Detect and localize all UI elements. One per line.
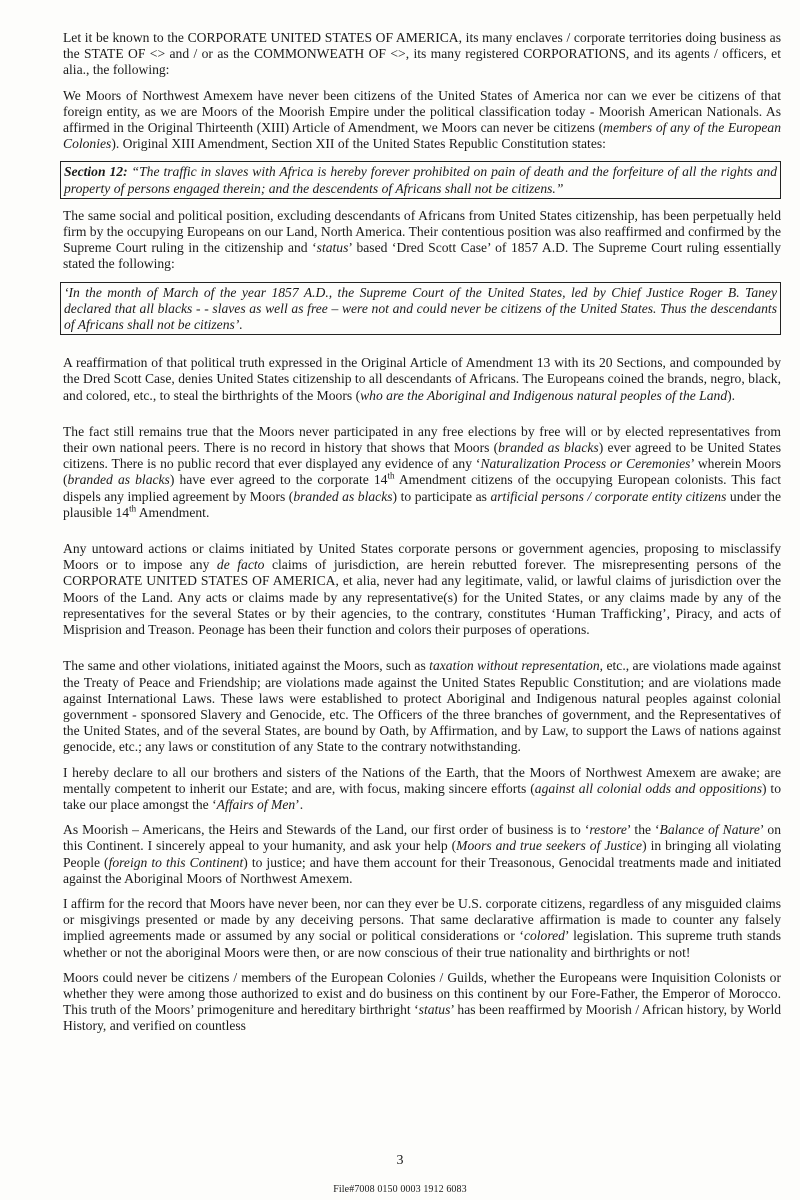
text: claims of jurisdiction, are herein rebutted forever. The misrepresenting persons of the CORPORATE UNITED STATES OF AMERICA, et alia, never had any legitimate, valid, or lawful claims of jurisdiction over the Moors of the Land. Any acts or claims made by any representative(s) for the United States, or any claims made by any of the representatives for the several States or by their agencies, to the contrary, constitutes ‘Human Trafficking’, Piracy, and acts of Misprision and Treason. Peonage has been their function and colors their purposes of operations. xyxy=(63,557,781,638)
text: ’ legislation. This supreme truth stands whether or not the aboriginal Moors were then, or are now conscious of their true nationality and birthrights or not! xyxy=(63,928,781,960)
text: We Moors of Northwest Amexem have never been citizens of the United States of America nor can we ever be citizens of that foreign entity, as we are Moors of the Moorish Empire under the political classification today - Moorish American Nationals. As affirmed in the Original Thirteenth (XIII) Article of Amendment, we Moors can never be citizens ( xyxy=(63,87,781,136)
paragraph-european-colonies xyxy=(63,970,781,1035)
emphasis: members of any of the European Colonies xyxy=(63,120,781,152)
text: The same and other violations, initiated against the Moors, such as xyxy=(63,658,430,674)
paragraph-elections xyxy=(63,424,781,521)
paragraph-reaffirmation xyxy=(63,355,781,404)
quote-text: ‘In the month of March of the year 1857 A.D., the Supreme Court of the United States, led by Chief Justice Roger B. Taney declared that all blacks - - slaves as well as free – were not and could never be citizens of the United States. Thus the descendants of Africans shall not be citizens’. xyxy=(64,284,777,333)
text: Let it be known to the CORPORATE UNITED STATES OF AMERICA, its many enclaves / corporate territories doing business as the STATE OF <> and / or as the COMMONWEATH OF <>, its many registered CORPORATIONS, and its agents / officers, et alia., the following: xyxy=(63,30,781,78)
paragraph-untoward-actions xyxy=(63,541,781,638)
paragraph-declaration xyxy=(63,765,781,814)
emphasis: de facto xyxy=(216,557,265,573)
text: ). xyxy=(727,387,736,403)
text: ’ based ‘Dred Scott Case’ of 1857 A.D. The Supreme Court ruling essentially stated the following: xyxy=(63,240,781,272)
quote-text: “The traffic in slaves with Africa is hereby forever prohibited on pain of death and the forfeiture of all the rights and property of persons engaged therein; and the descendents of Africans shall not be citizens.” xyxy=(64,164,777,196)
text: ) to participate as xyxy=(392,488,491,504)
text: ) in bringing all violating People ( xyxy=(63,838,781,870)
text: ) ever agreed to be United States citizens. There is no public record that ever displayed any evidence of any ‘ xyxy=(63,440,782,472)
paragraph-moors-citizenship xyxy=(63,88,781,153)
page-number: 3 xyxy=(396,1153,404,1168)
emphasis: who are the Aboriginal and Indigenous natural peoples of the Land xyxy=(360,387,728,403)
emphasis: against all colonial odds and oppositions xyxy=(534,780,762,796)
paragraph-violations xyxy=(63,658,781,755)
text: ). Original XIII Amendment, Section XII of the United States Republic Constitution states: xyxy=(111,136,606,152)
text: The same social and political position, excluding descendants of Africans from United States citizenship, has been perpetually held firm by the occupying Europeans on our Land, North America. Their contentious position was also reaffirmed and confirmed by the Supreme Court ruling in the citizenship and ‘ xyxy=(63,207,781,256)
emphasis: restore xyxy=(589,822,627,838)
emphasis: Affairs of Men xyxy=(216,796,296,812)
paragraph-dred-scott xyxy=(63,208,781,273)
superscript: th xyxy=(387,470,395,481)
paragraph-heirs-stewards xyxy=(63,822,781,887)
emphasis: artificial persons / corporate entity citizens xyxy=(490,488,727,504)
emphasis: status xyxy=(316,240,349,256)
text: As Moorish – Americans, the Heirs and Stewards of the Land, our first order of business is to ‘ xyxy=(63,822,590,838)
file-number: File#7008 0150 0003 1912 6083 xyxy=(333,1184,467,1195)
quote-section-12 xyxy=(60,161,781,198)
text: ) have ever agreed to the corporate 14 xyxy=(169,472,388,488)
text: ’ on this Continent. I sincerely appeal to your humanity, and ask your help ( xyxy=(63,822,782,854)
emphasis: branded as blacks xyxy=(498,440,599,456)
emphasis: branded as blacks xyxy=(67,472,170,488)
text: Moors could never be citizens / members of the European Colonies / Guilds, whether the Europeans were Inquisition Colonists or whether they were among those authorized to exist and do business on this continent by our Fore-Father, the Emperor of Morocco. This truth of the Moors’ primogeniture and hereditary birthright ‘ xyxy=(63,969,781,1018)
emphasis: status xyxy=(418,1002,451,1018)
text: I hereby declare to all our brothers and sisters of the Nations of the Earth, that the Moors of Northwest Amexem are awake; are mentally competent to inherit our Estate; and are, with focus, making sincere efforts ( xyxy=(63,764,781,796)
emphasis: Moors and true seekers of Justice xyxy=(456,838,643,854)
text: Amendment. xyxy=(136,504,210,520)
paragraph-notice xyxy=(63,30,781,79)
superscript: th xyxy=(129,503,137,514)
paragraph-affirmation xyxy=(63,896,781,961)
text: A reaffirmation of that political truth expressed in the Original Article of Amendment 13 with its 20 Sections, and compounded by the Dred Scott Case, denies United States citizenship to all descendants of Africans. The Europeans coined the brands, negro, black, and colored, etc., to steal the birthrights of the Moors ( xyxy=(63,355,781,403)
document-body xyxy=(63,30,781,1044)
emphasis: branded as blacks xyxy=(293,488,393,504)
text: I affirm for the record that Moors have never been, nor can they ever be U.S. corporate citizens, regardless of any misguided claims or misgivings presented or made by any deceiving persons. That same declarative affirmation is made to counter any falsely implied agreements made or assumed by any social or political considerations or ‘ xyxy=(63,895,781,944)
emphasis: Balance of Nature xyxy=(659,822,760,838)
text: ) to justice; and have them account for their Treasonous, Genocidal treatments made and initiated against the Aboriginal Moors of Northwest Amexem. xyxy=(63,854,781,886)
text: The fact still remains true that the Moors never participated in any free elections by free will or by elected representatives from their own national peers. There is no record in history that shows that Moors ( xyxy=(63,423,781,456)
text: ) to take our place amongst the ‘ xyxy=(63,780,781,812)
quote-supreme-court xyxy=(60,282,781,336)
text: ’. xyxy=(295,796,304,812)
text: under the plausible 14 xyxy=(63,488,781,520)
text: ’ wherein Moors ( xyxy=(63,456,782,488)
text: , etc., are violations made against the Treaty of Peace and Friendship; are violations made against the United States Republic Constitution; and are violations made against International Laws. These laws were established to protect Aboriginal and Indigenous natural peoples against colonial government - sponsored Slavery and Genocide, etc. The Officers of the three branches of government, and the Representatives of the United States, and of the several States, are bound by Oath, by Affirmation, and by Law, to support the Laws of nations against genocide, etc.; any laws or constitution of any State to the contrary notwithstanding. xyxy=(63,658,781,755)
quote-label: Section 12: xyxy=(64,164,128,180)
emphasis: colored xyxy=(523,928,565,944)
emphasis: taxation without representation xyxy=(429,658,600,674)
text: Any untoward actions or claims initiated by United States corporate persons or government agencies, proposing to misclassify Moors or to impose any xyxy=(63,541,781,573)
text: ’ has been reaffirmed by Moorish / African history, by World History, and verified on countless xyxy=(63,1002,782,1034)
emphasis: foreign to this Continent xyxy=(108,854,244,870)
text: ’ the ‘ xyxy=(626,822,660,838)
text: Amendment citizens of the occupying European colonists. This fact dispels any implied agreement by Moors ( xyxy=(63,472,781,504)
emphasis: Naturalization Process or Ceremonies xyxy=(480,456,691,472)
